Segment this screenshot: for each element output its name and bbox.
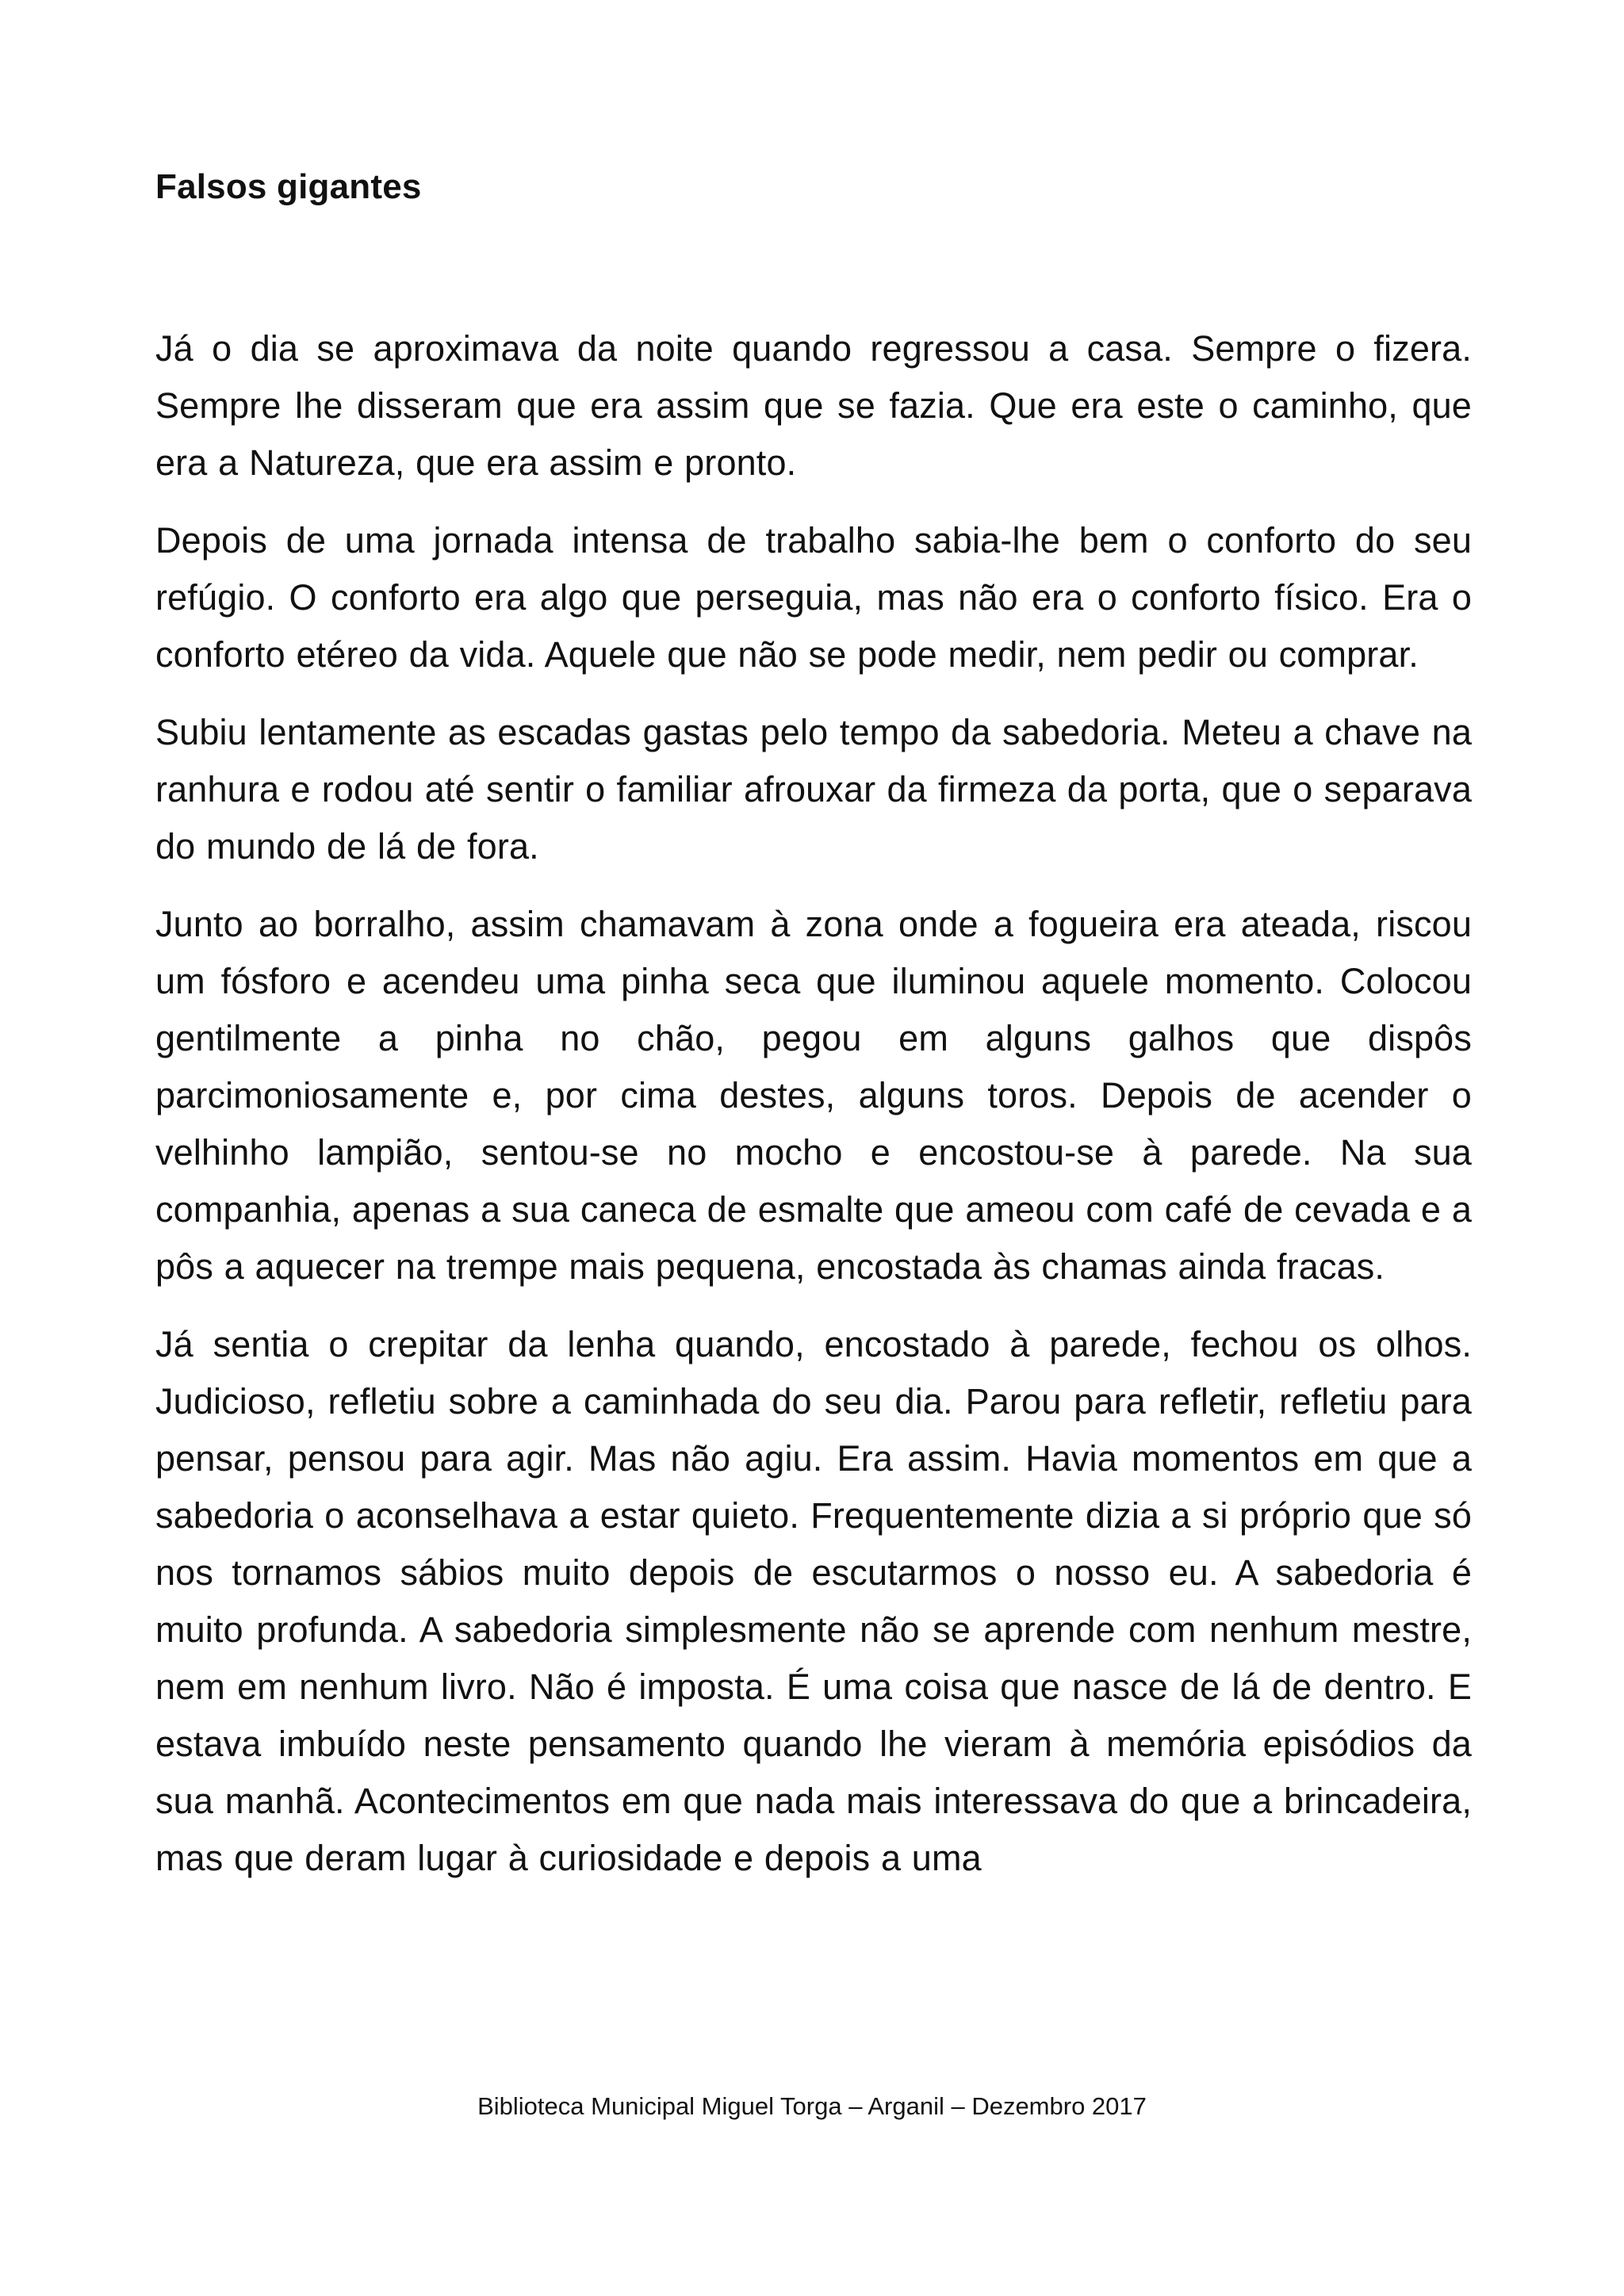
body-text: [155, 320, 1472, 1908]
paragraph-2: Depois de uma jornada intensa de trabalho sabia-lhe bem o conforto do seu refúgio. O conforto era algo que perseguia, mas não era o conforto físico. Era o conforto etéreo da vida. Aquele que não se pode medir, nem pedir ou comprar.: [155, 520, 1472, 675]
paragraph-4: Junto ao borralho, assim chamavam à zona onde a fogueira era ateada, riscou um fósforo e acendeu uma pinha seca que iluminou aquele momento. Colocou gentilmente a pinha no chão, pegou em alguns galhos que dispôs parcimoniosamente e, por cima destes, alguns toros. Depois de acender o velhinho lampião, sentou-se no mocho e encostou-se à parede. Na sua companhia, apenas a sua caneca de esmalte que ameou com café de cevada e a pôs a aquecer na trempe mais pequena, encostada às chamas ainda fracas.: [155, 904, 1472, 1287]
paragraph-1: Já o dia se aproximava da noite quando regressou a casa. Sempre o fizera. Sempre lhe disseram que era assim que se fazia. Que era este o caminho, que era a Natureza, que era assim e pronto.: [155, 328, 1472, 483]
paragraph-3: Subiu lentamente as escadas gastas pelo tempo da sabedoria. Meteu a chave na ranhura e rodou até sentir o familiar afrouxar da firmeza da porta, que o separava do mundo de lá de fora.: [155, 712, 1472, 867]
page-title: Falsos gigantes: [155, 167, 422, 206]
paragraph-5: Já sentia o crepitar da lenha quando, encostado à parede, fechou os olhos. Judicioso, refletiu sobre a caminhada do seu dia. Parou para refletir, refletiu para pensar, pensou para agir. Mas não agiu. Era assim. Havia momentos em que a sabedoria o aconselhava a estar quieto. Frequentemente dizia a si próprio que só nos tornamos sábios muito depois de escutarmos o nosso eu. A sabedoria é muito profunda. A sabedoria simplesmente não se aprende com nenhum mestre, nem em nenhum livro. Não é imposta. É uma coisa que nasce de lá de dentro. E estava imbuído neste pensamento quando lhe vieram à memória episódios da sua manhã. Acontecimentos em que nada mais interessava do que a brincadeira, mas que deram lugar à curiosidade e depois a uma: [155, 1324, 1472, 1878]
page-footer: Biblioteca Municipal Miguel Torga – Arganil – Dezembro 2017: [477, 2092, 1147, 2120]
